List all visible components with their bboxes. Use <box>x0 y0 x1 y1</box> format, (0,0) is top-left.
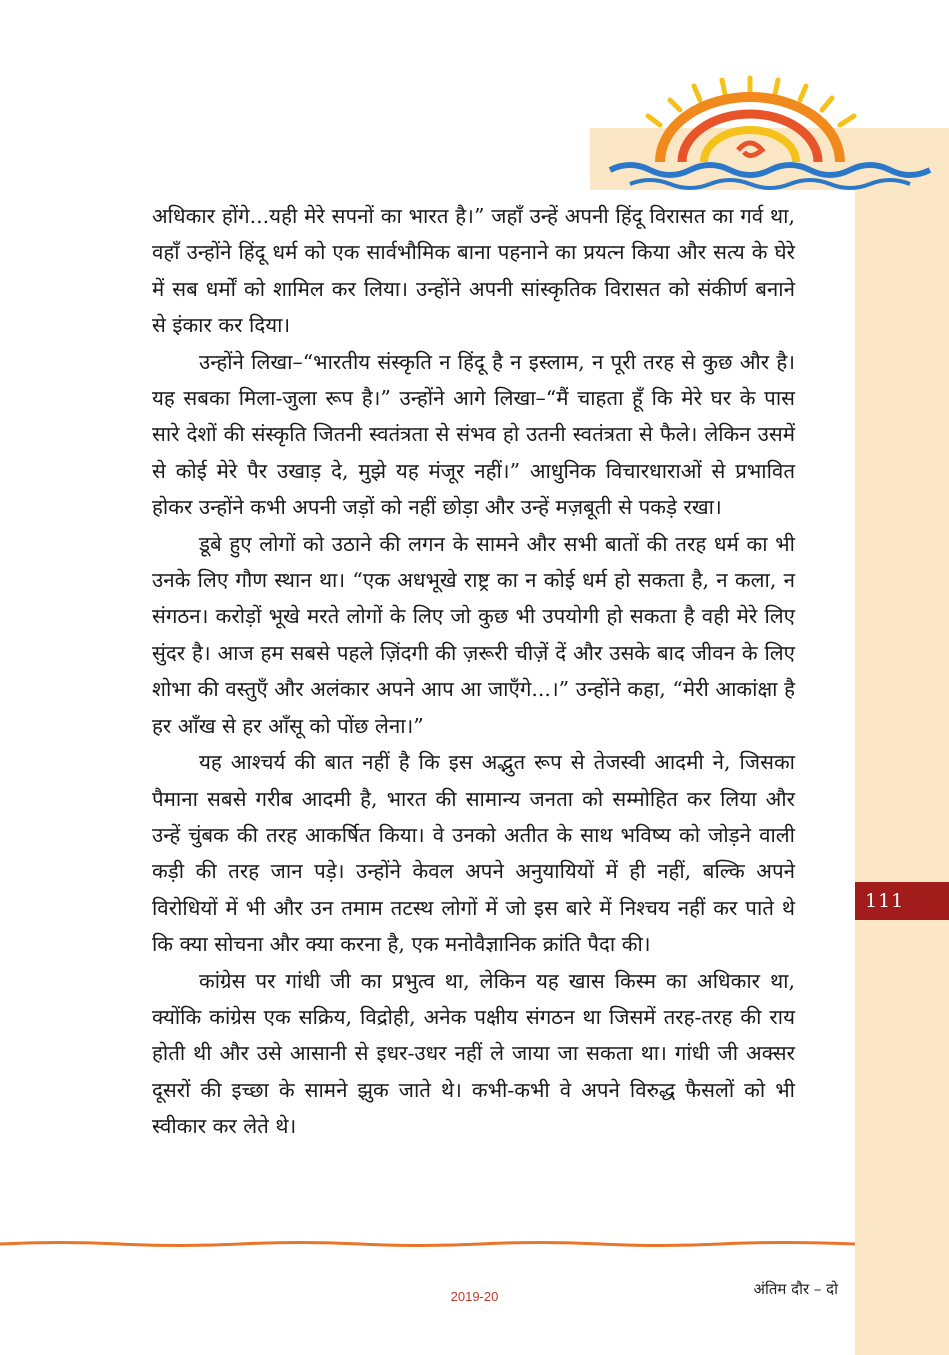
sun-over-waves-icon <box>590 70 949 200</box>
body-text <box>152 198 795 1145</box>
page-number-badge: 111 <box>855 882 949 920</box>
paragraph: उन्होंने लिखा–“भारतीय संस्कृति न हिंदू है न इस्लाम, न पूरी तरह से कुछ और है। यह सबका मिला-जुला रूप है।” उन्होंने आगे लिखा–“मैं चाहता हूँ कि मेरे घर के पास सारे देशों की संस्कृति जितनी स्वतंत्रता से संभव हो उतनी स्वतंत्रता से फैले। लेकिन उसमें से कोई मेरे पैर उखाड़ दे, मुझे यह मंजूर नहीं।” आधुनिक विचारधाराओं से प्रभावित होकर उन्होंने कभी अपनी जड़ों को नहीं छोड़ा और उन्हें मज़बूती से पकड़े रखा। <box>152 349 795 520</box>
paragraph: कांग्रेस पर गांधी जी का प्रभुत्व था, लेकिन यह खास किस्म का अधिकार था, क्योंकि कांग्रेस एक सक्रिय, विद्रोही, अनेक पक्षीय संगठन था जिसमें तरह-तरह की राय होती थी और उसे आसानी से इधर-उधर नहीं ले जाया जा सकता था। गांधी जी अक्सर दूसरों की इच्छा के सामने झुक जाते थे। कभी-कभी वे अपने विरुद्ध फैसलों को भी स्वीकार कर लेते थे। <box>152 968 795 1139</box>
paragraph: अधिकार होंगे...यही मेरे सपनों का भारत है।” जहाँ उन्हें अपनी हिंदू विरासत का गर्व था, वहाँ उन्होंने हिंदू धर्म को एक सार्वभौमिक बाना पहनाने का प्रयत्न किया और सत्य के घेरे में सब धर्मों को शामिल कर लिया। उन्होंने अपनी सांस्कृतिक विरासत को संकीर्ण बनाने से इंकार कर दिया। <box>152 204 795 338</box>
paragraph: डूबे हुए लोगों को उठाने की लगन के सामने और सभी बातों की तरह धर्म का भी उनके लिए गौण स्थान था। “एक अधभूखे राष्ट्र का न कोई धर्म हो सकता है, न कला, न संगठन। करोड़ों भूखे मरते लोगों के लिए जो कुछ भी उपयोगी हो सकता है वही मेरे लिए सुंदर है। आज हम सबसे पहले ज़िंदगी की ज़रूरी चीज़ें दें और उसके बाद जीवन के लिए शोभा की वस्तुएँ और अलंकार अपने आप आ जाएँगे...।” उन्होंने कहा, “मेरी आकांक्षा है हर आँख से हर आँसू को पोंछ लेना।” <box>152 531 795 738</box>
chapter-footer: अंतिम दौर – दो <box>753 1280 838 1298</box>
footer-divider <box>0 1240 855 1248</box>
side-margin-band <box>855 180 949 1355</box>
year-footer: 2019-20 <box>450 1289 499 1304</box>
paragraph: यह आश्चर्य की बात नहीं है कि इस अद्भुत रूप से तेजस्वी आदमी ने, जिसका पैमाना सबसे गरीब आदमी है, भारत की सामान्य जनता को सम्मोहित कर लिया और उन्हें चुंबक की तरह आकर्षित किया। वे उनको अतीत के साथ भविष्य को जोड़ने वाली कड़ी की तरह जान पड़े। उन्होंने केवल अपने अनुयायियों में ही नहीं, बल्कि अपने विरोधियों में भी और उन तमाम तटस्थ लोगों में जो इस बारे में निश्चय नहीं कर पाते थे कि क्या सोचना और क्या करना है, एक मनोवैज्ञानिक क्रांति पैदा की। <box>152 750 795 957</box>
